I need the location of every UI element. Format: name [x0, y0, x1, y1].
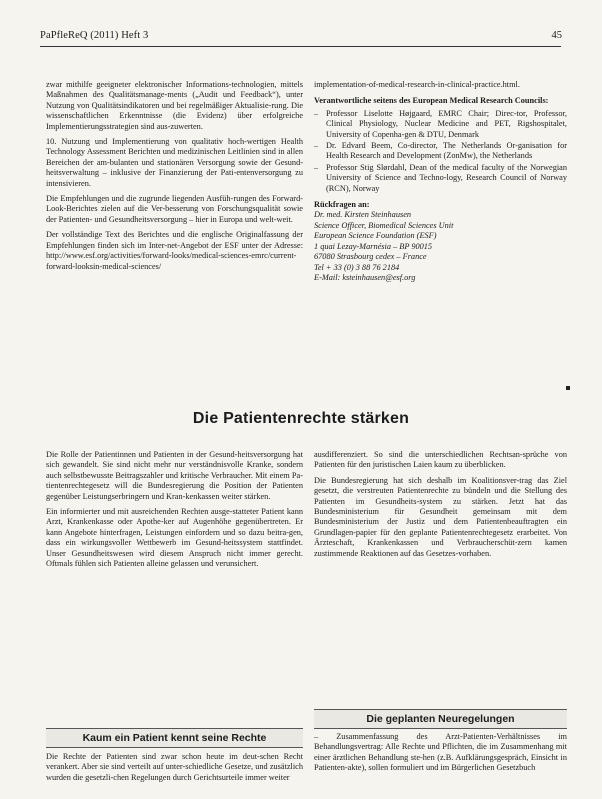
contact-line: European Science Foundation (ESF): [314, 231, 437, 241]
journal-header: PaPfleReQ (2011) Heft 3: [40, 30, 149, 41]
url-continuation: implementation-of-medical-research-in-clinical-practice.html.: [314, 80, 520, 89]
subheading-right: Die geplanten Neuregelungen: [314, 709, 567, 729]
council-member: – Professor Stig Slørdahl, Dean of the medical faculty of the Norwegian University of Science and Techno-logy, Research Council of Norway (RCN), Norway: [314, 163, 567, 194]
contact-line: Science Officer, Biomedical Sciences Unit: [314, 220, 454, 230]
contact-line: Tel + 33 (0) 3 88 76 2184: [314, 262, 400, 272]
end-mark: [566, 386, 570, 390]
bottom-right-continuation: [314, 732, 567, 779]
subheading-left: Kaum ein Patient kennt seine Rechte: [46, 728, 303, 748]
contact-line: 1 quai Lezay-Marnésia – BP 90015: [314, 241, 433, 251]
paragraph: Die Bundesregierung hat sich deshalb im Koalitionsver-trag das Ziel gesetzt, die verstreuten Patientenrechte zu bündeln und die Stellung des Patienten im Gesundheits-system zu stärken. Jetzt hat das Bundesministerium für Gesundheit gemeinsam mit dem Bundesministerium der Justiz und dem Patientenbeauftragten ein Grundlagen-papier für den geplante Patientenrechtegesetz erarbeitet. Von Ärzteschaft, Krankenkassen und Verbraucherschüt-zern kamen zustimmende Reaktionen auf das Gesetzes-vorhaben.: [314, 475, 567, 558]
report-url-paragraph: Der vollständige Text des Berichtes und die englische Originalfassung der Empfehlungen finden sich im Inter-net-Angebot der ESF unter der Adresse: http://www.esf.org/activities/forward-looks/medical-sciences-emrc/current-forward-looksin-medical-sciences/: [46, 230, 303, 271]
council-member: – Professor Liselotte Højgaard, EMRC Chair; Direc-tor, Professor, Clinical Physiology, Nuclear Medicine and PET, Rigshospitalet, University of Copenha-gen & DTU, Denmark: [314, 109, 567, 140]
bottom-left-continuation: [46, 752, 303, 788]
contact-email: E-Mail: ksteinhausen@esf.org: [314, 272, 416, 282]
paragraph: Die Rolle der Patientinnen und Patienten in der Gesund-heitsversorgung hat sich gewandelt. Sie sind nicht mehr nur verständnisvolle Kranke, sondern auch selbstbewusste Beitragszahler und kritische Verbraucher. Mit einem Pa-tientenrechtegesetz will die Bundesregierung die Position der Patienten gegenüber Leistungserbringern und Kran-kenkassen weiter stärken.: [46, 450, 303, 501]
paragraph: zwar mithilfe geeigneter elektronischer Informations-technologien, mittels Maßnahmen des Qualitätsmanage-ments („Audit und Feedback“), unter Nutzung von Qualitätsindikatoren und bei regelmäßiger Aktualisie-rung. Die wissenschaftlichen Erkenntnisse (die Evidenz) über erfolgreiche Implementierungsstrategien sind aus-zuwerten.: [46, 80, 303, 131]
contact-title: Rückfragen an:: [314, 200, 370, 210]
top-right-column: [314, 80, 567, 283]
bottom-left-column: [46, 450, 303, 574]
contact-line: 67080 Strasbourg cedex – France: [314, 252, 427, 262]
council-member: – Dr. Edvard Beem, Co-director, The Netherlands Or-ganisation for Health Research and Development (ZonMw), the Netherlands: [314, 141, 567, 162]
paragraph: ausdifferenziert. So sind die unterschiedlichen Rechtsan-sprüche von Patienten für den juristischen Laien kaum zu überblicken.: [314, 450, 567, 470]
page-number: 45: [551, 30, 562, 41]
paragraph: – Zusammenfassung des Arzt-Patienten-Verhältnisses im Behandlungsvertrag: Alle Rechte und Pflichten, die im Zusammenhang mit einer ärztlichen Behandlung ste-hen (z.B. Aufklärungsgespräch, Einsicht in Patienten-akte), sollen formuliert und im Bürgerlichen Gesetzbuch: [314, 732, 567, 773]
paragraph: Ein informierter und mit ausreichenden Rechten ausge-statteter Patient kann Arzt, Krankenkasse oder Apothe-ker auf Augenhöhe gegenübertreten. Er kann Angebote hinterfragen, Leistungen einfordern und so dazu beitra-gen, dass ein wirkungsvoller Wettbewerb im Gesund-heitssystem stattfindet. Unser Gesundheitswesen wird diesem Anspruch nicht immer gerecht. Oftmals fühlen sich Patienten alleine gelassen und verunsichert.: [46, 507, 303, 569]
paragraph: Die Empfehlungen und die zugrunde liegenden Ausfüh-rungen des Forward-Look-Berichtes zielen auf die Ver-besserung von Forschungsqualität sowie der Patienten- und Gesundheitsversorgung – hier in Europa und welt-weit.: [46, 194, 303, 224]
contact-line: Dr. med. Kirsten Steinhausen: [314, 210, 412, 220]
paragraph: 10. Nutzung und Implementierung von qualitativ hoch-wertigen Health Technology Assessment Berichten und medizinischen Leitlinien sind in allen Bereichen der am-bulanten und stationären Versorgung sowie der Gesund-heitsverwaltung – inklusive der Finanzierung der Pati-entenversorgung zu intensivieren.: [46, 137, 303, 188]
section-title: Die Patientenrechte stärken: [192, 410, 410, 427]
council-title: Verantwortliche seitens des European Medical Research Councils:: [314, 96, 549, 106]
council-list: [314, 109, 567, 194]
paragraph: Die Rechte der Patienten sind zwar schon heute im deut-schen Recht verankert. Aber sie sind verteilt auf unter-schiedliche Gesetze, und zusätzlich wurden die gesetzli-chen Regelungen durch Gerichtsurteile immer weiter: [46, 752, 303, 782]
header-rule: [40, 46, 561, 47]
bottom-right-column: [314, 450, 567, 564]
top-left-column: [46, 80, 303, 277]
